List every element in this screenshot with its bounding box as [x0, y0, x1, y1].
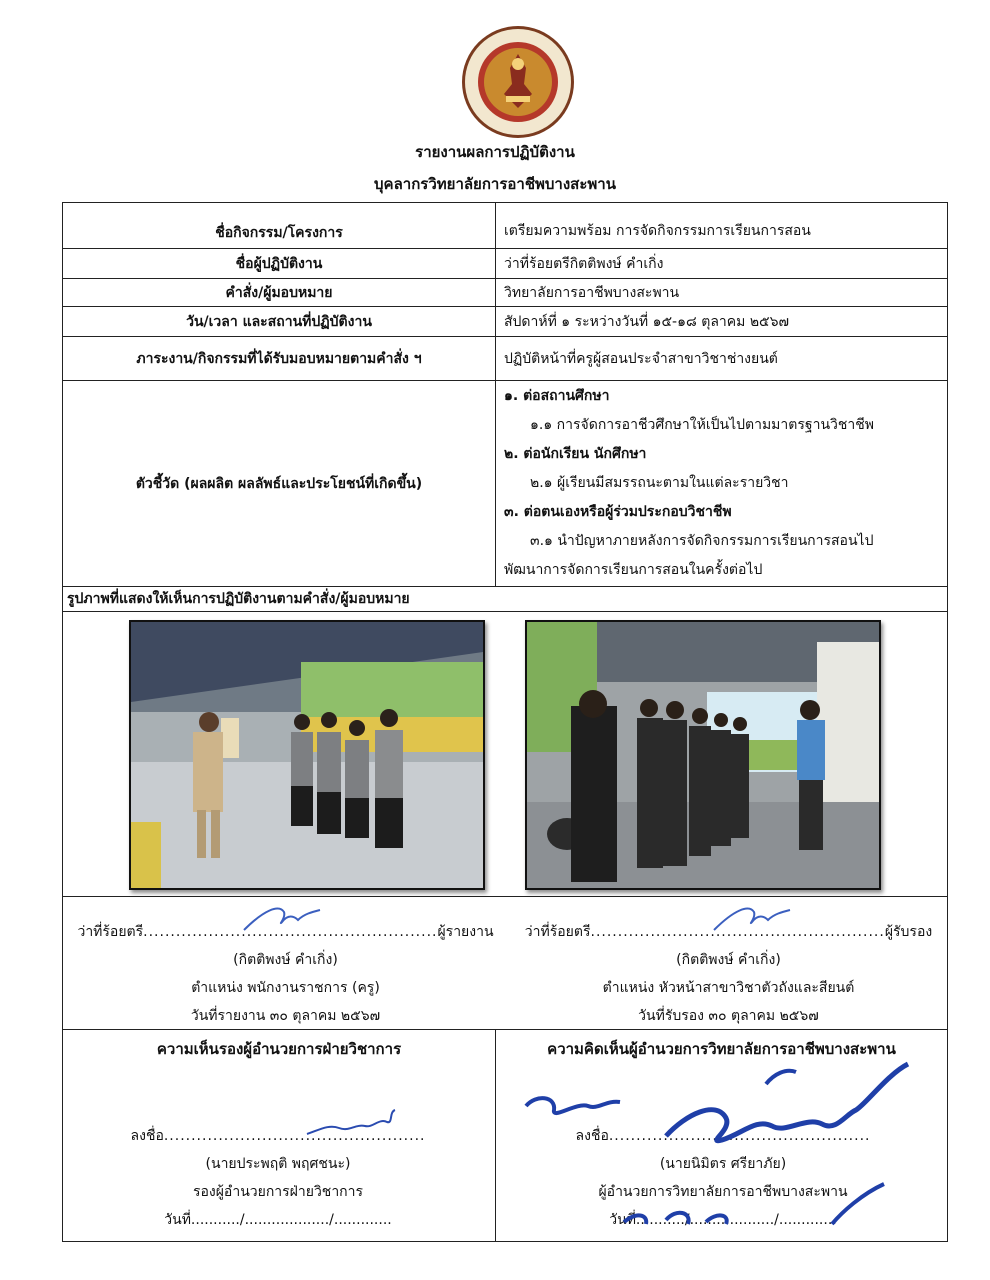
director-opinion-heading: ความคิดเห็นผู้อำนวยการวิทยาลัยการอาชีพบางสะพาน [547, 1040, 896, 1058]
director-date-line: วันที่.........../.................../............. [609, 1212, 837, 1228]
indicator-item-2: ๒.๑ ผู้เรียนมีสมรรถนะตามในแต่ละรายวิชา [530, 475, 789, 491]
director-dots: ................................................ [608, 1128, 871, 1144]
deputy-opinion-cell [63, 1030, 496, 1242]
reporter-dots: ...................................................... [143, 924, 438, 940]
certifier-dots: ...................................................... [590, 924, 885, 940]
label-indicators: ตัวชี้วัด (ผลผลิต ผลลัพธ์และประโยชน์ที่เกิดขึ้น) [63, 381, 496, 587]
signatures-top-cell [63, 897, 948, 1030]
photos-heading: รูปภาพที่แสดงให้เห็นการปฏิบัติงานตามคำสั่ง/ผู้มอบหมาย [63, 587, 948, 612]
deputy-name: (นายประพฤติ พฤศชนะ) [205, 1156, 351, 1172]
deputy-sign-prefix: ลงชื่อ [130, 1128, 164, 1144]
value-date-place: สัปดาห์ที่ ๑ ระหว่างวันที่ ๑๕-๑๘ ตุลาคม ๒๕๖๗ [496, 307, 948, 337]
reporter-rank: ว่าที่ร้อยตรี [77, 924, 144, 940]
indicator-heading-2: ๒. ต่อนักเรียน นักศึกษา [504, 446, 647, 462]
label-worker: ชื่อผู้ปฏิบัติงาน [63, 249, 496, 279]
label-assignment: ภาระงาน/กิจกรรมที่ได้รับมอบหมายตามคำสั่ง ฯ [63, 337, 496, 381]
deputy-date-line: วันที่.........../.................../............. [164, 1212, 392, 1228]
director-name: (นายนิมิตร ศรียาภัย) [659, 1156, 787, 1172]
row-opinions [63, 1030, 948, 1242]
certifier-name: (กิตติพงษ์ คำเกิ่ง) [676, 952, 781, 968]
value-activity: เตรียมความพร้อม การจัดกิจกรรมการเรียนการสอน [496, 203, 948, 249]
row-indicators [63, 381, 948, 587]
row-order [63, 279, 948, 307]
deputy-opinion-heading: ความเห็นรองผู้อำนวยการฝ่ายวิชาการ [156, 1040, 402, 1058]
value-indicators [496, 381, 948, 587]
director-sign-prefix: ลงชื่อ [575, 1128, 609, 1144]
indicator-item-3a: ๓.๑ นำปัญหาภายหลังการจัดกิจกรรมการเรียนการสอนไป [530, 533, 874, 549]
certifier-role: ผู้รับรอง [884, 924, 933, 940]
reporter-position: ตำแหน่ง พนักงานราชการ (ครู) [191, 980, 380, 996]
report-subtitle: บุคลากรวิทยาลัยการอาชีพบางสะพาน [374, 175, 616, 193]
indicator-heading-1: ๑. ต่อสถานศึกษา [504, 388, 610, 404]
value-worker: ว่าที่ร้อยตรีกิตติพงษ์ คำเกิ่ง [496, 249, 948, 279]
indicator-item-1: ๑.๑ การจัดการอาชีวศึกษาให้เป็นไปตามมาตรฐานวิชาชีพ [530, 417, 874, 433]
row-photos [63, 612, 948, 897]
college-seal-logo [460, 24, 576, 140]
report-table [62, 202, 948, 1242]
row-signatures-top [63, 897, 948, 1030]
activity-photo-2 [525, 620, 881, 890]
photos-cell [63, 612, 948, 897]
activity-photo-1 [129, 620, 485, 890]
value-order: วิทยาลัยการอาชีพบางสะพาน [496, 279, 948, 307]
deputy-position: รองผู้อำนวยการฝ่ายวิชาการ [192, 1184, 364, 1200]
row-assignment [63, 337, 948, 381]
certifier-signature-block [507, 918, 950, 1030]
row-photos-heading [63, 587, 948, 612]
deputy-dots: ................................................ [163, 1128, 426, 1144]
row-worker [63, 249, 948, 279]
certifier-sign-line [507, 918, 950, 946]
reporter-date: วันที่รายงาน ๓๐ ตุลาคม ๒๕๖๗ [190, 1008, 381, 1024]
director-opinion-cell [496, 1030, 948, 1242]
row-activity [63, 203, 948, 249]
director-sign-line [496, 1122, 950, 1150]
report-title: รายงานผลการปฏิบัติงาน [415, 143, 575, 161]
value-assignment: ปฏิบัติหน้าที่ครูผู้สอนประจำสาขาวิชาช่างยนต์ [496, 337, 948, 381]
reporter-signature-block [64, 918, 507, 1030]
label-order: คำสั่ง/ผู้มอบหมาย [63, 279, 496, 307]
reporter-sign-line [64, 918, 507, 946]
indicator-item-3b: พัฒนาการจัดการเรียนการสอนในครั้งต่อไป [504, 562, 763, 578]
certifier-rank: ว่าที่ร้อยตรี [524, 924, 591, 940]
certifier-position: ตำแหน่ง หัวหน้าสาขาวิชาตัวถังและสียนต์ [602, 980, 855, 996]
label-activity: ชื่อกิจกรรม/โครงการ [63, 203, 496, 249]
reporter-name: (กิตติพงษ์ คำเกิ่ง) [233, 952, 338, 968]
deputy-sign-line [63, 1122, 493, 1150]
reporter-role: ผู้รายงาน [437, 924, 494, 940]
director-position: ผู้อำนวยการวิทยาลัยการอาชีพบางสะพาน [598, 1184, 848, 1200]
indicator-heading-3: ๓. ต่อตนเองหรือผู้ร่วมประกอบวิชาชีพ [504, 504, 732, 520]
certifier-date: วันที่รับรอง ๓๐ ตุลาคม ๒๕๖๗ [638, 1008, 819, 1024]
label-date-place: วัน/เวลา และสถานที่ปฏิบัติงาน [63, 307, 496, 337]
row-date-place [63, 307, 948, 337]
